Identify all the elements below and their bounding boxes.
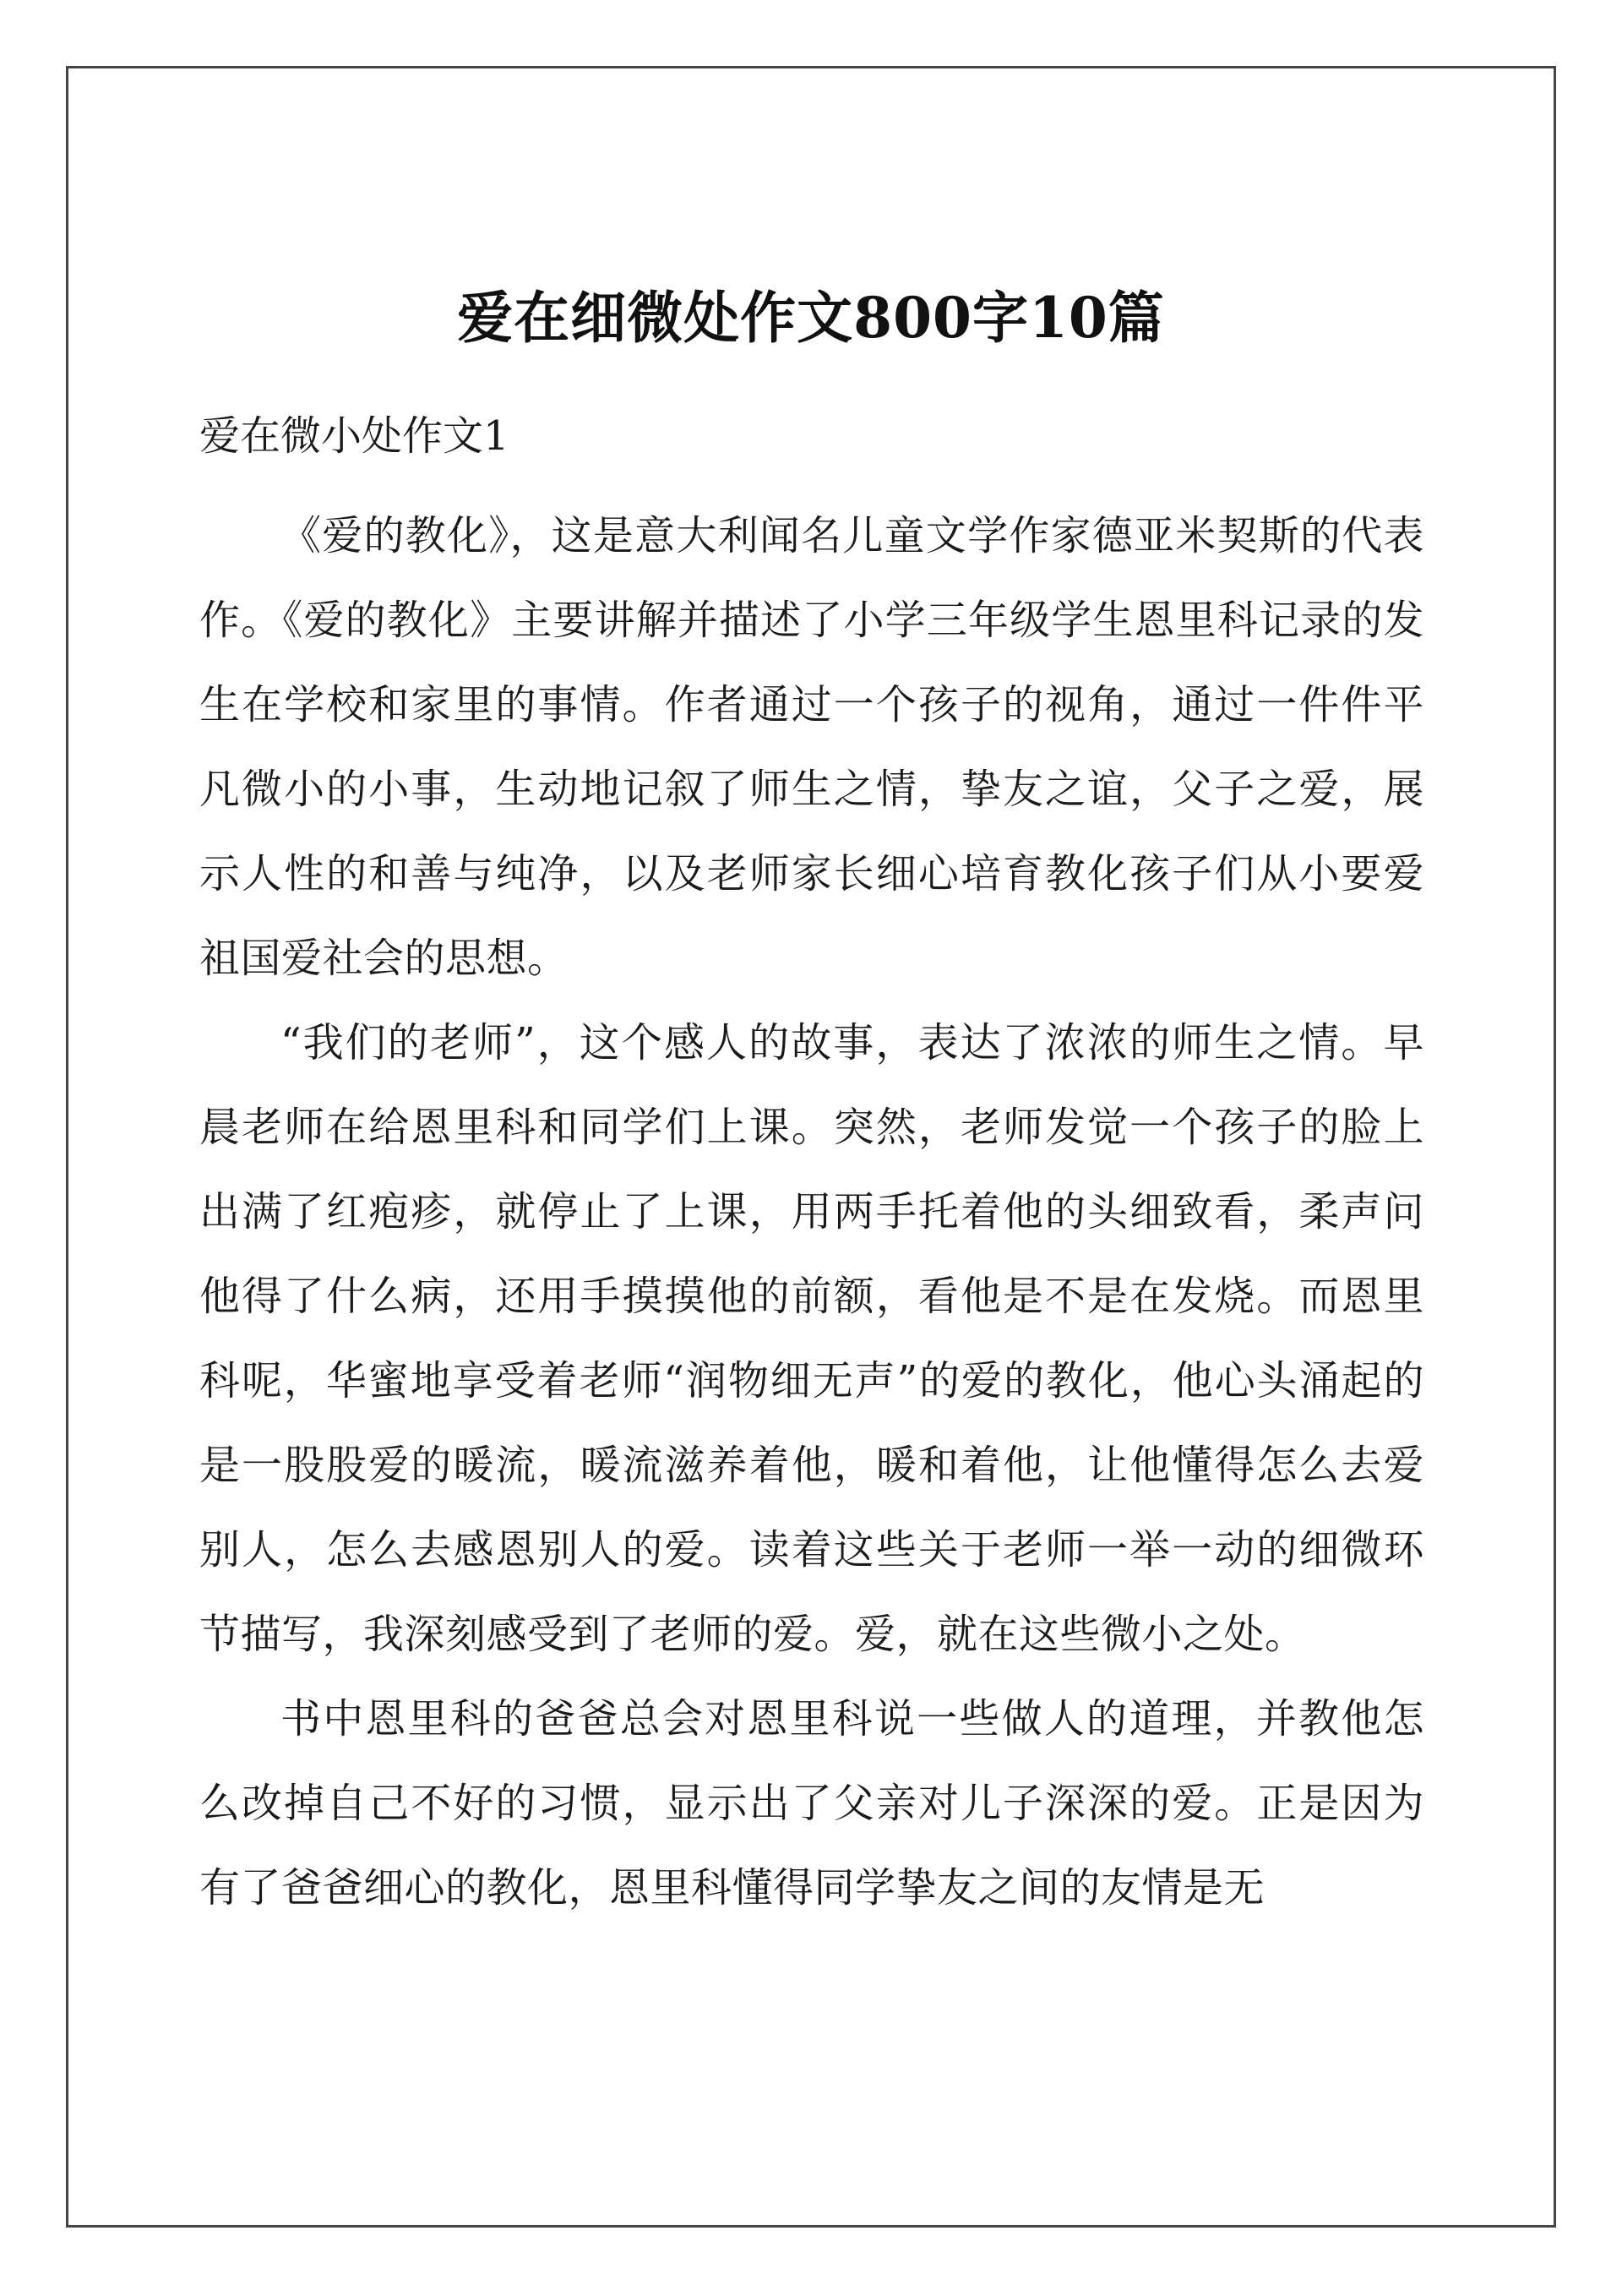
section-heading: 爱在微小处作文1 <box>199 412 509 460</box>
paragraph-2: “我们的老师”，这个感人的故事，表达了浓浓的师生之情。早晨老师在给恩里科和同学们上课。突然，老师发觉一个孩子的脸上出满了红疱疹，就停止了上课，用两手托着他的头细致看，柔声问他得了什么病，还用手摸摸他的前额，看他是不是在发烧。而恩里科呢，华蜜地享受着老师“润物细无声”的爱的教化，他心头涌起的是一股股爱的暖流，暖流滋养着他，暖和着他，让他懂得怎么去爱别人，怎么去感恩别人的爱。读着这些关于老师一举一动的细微环节描写，我深刻感受到了老师的爱。爱，就在这些微小之处。 <box>199 1019 1424 1658</box>
paragraph-1: 《爱的教化》，这是意大利闻名儿童文学作家德亚米契斯的代表作。《爱的教化》主要讲解并描述了小学三年级学生恩里科记录的发生在学校和家里的事情。作者通过一个孩子的视角，通过一件件平凡微小的小事，生动地记叙了师生之情，挚友之谊，父子之爱，展示人性的和善与纯净，以及老师家长细心培育教化孩子们从小要爱祖国爱社会的思想。 <box>199 512 1424 982</box>
paragraph-3: 书中恩里科的爸爸总会对恩里科说一些做人的道理，并教他怎么改掉自己不好的习惯，显示出了父亲对儿子深深的爱。正是因为有了爸爸细心的教化，恩里科懂得同学挚友之间的友情是无 <box>199 1695 1424 1912</box>
document-body <box>199 494 1424 1930</box>
document-title: 爱在细微处作文800字10篇 <box>457 285 1165 352</box>
